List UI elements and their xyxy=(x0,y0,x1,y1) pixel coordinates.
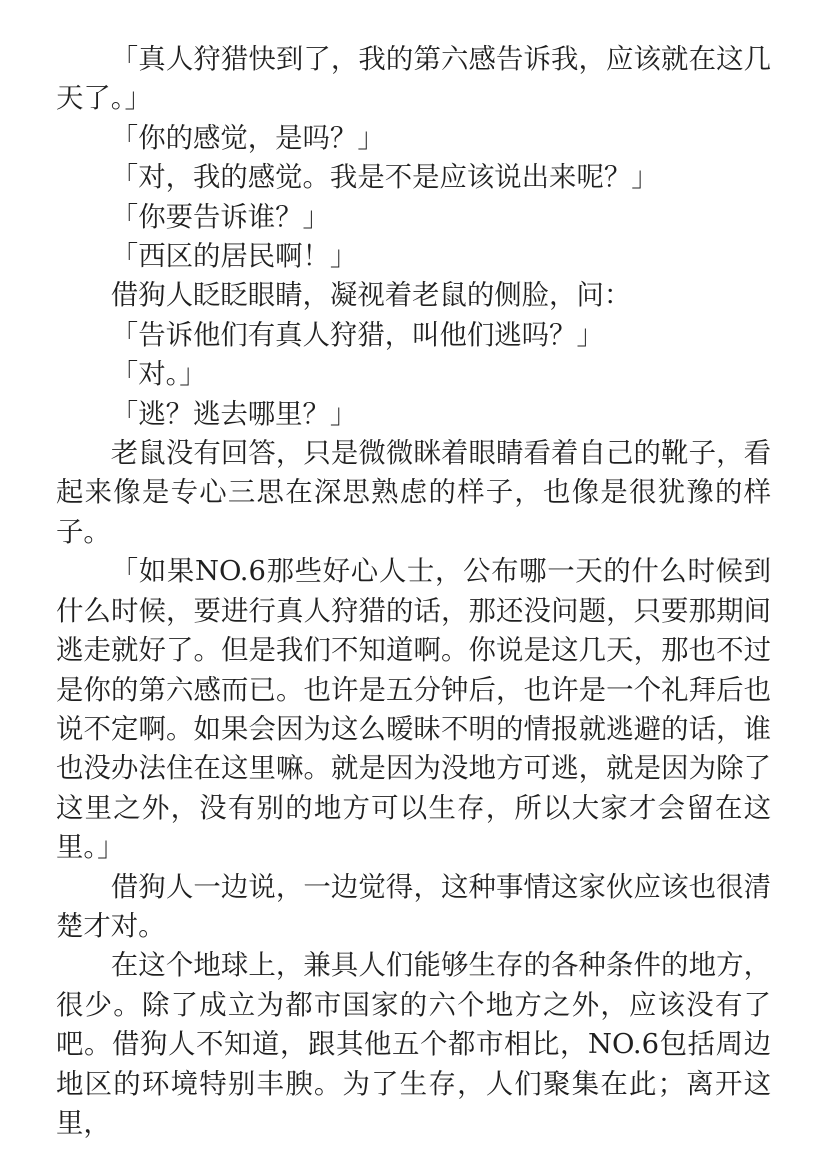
paragraph: 「你的感觉，是吗？」 xyxy=(110,122,385,154)
novel-text-block xyxy=(56,40,771,1143)
paragraph: 老鼠没有回答，只是微微眯着眼睛看着自己的靴子，看起来像是专心三思在深思熟虑的样子，也像是很犹豫的样子。 xyxy=(56,438,771,548)
paragraph: 在这个地球上，兼具人们能够生存的各种条件的地方，很少。除了成立为都市国家的六个地方之外，应该没有了吧。借狗人不知道，跟其他五个都市相比，NO.6包括周边地区的环境特别丰腴。为了生存，人们聚集在此；离开这里， xyxy=(56,950,771,1139)
paragraph: 「如果NO.6那些好心人士，公布哪一天的什么时候到什么时候，要进行真人狩猎的话，那还没问题，只要那期间逃走就好了。但是我们不知道啊。你说是这几天，那也不过是你的第六感而已。也许是五分钟后，也许是一个礼拜后也说不定啊。如果会因为这么暧昧不明的情报就逃避的话，谁也没办法住在这里嘛。就是因为没地方可逃，就是因为除了这里之外，没有别的地方可以生存，所以大家才会留在这里。」 xyxy=(56,556,771,864)
paragraph: 「逃？逃去哪里？」 xyxy=(110,398,358,430)
paragraph: 「你要告诉谁？」 xyxy=(110,201,330,233)
paragraph: 「对，我的感觉。我是不是应该说出来呢？」 xyxy=(110,162,659,194)
paragraph: 「真人狩猎快到了，我的第六感告诉我，应该就在这几天了。」 xyxy=(56,44,771,115)
paragraph: 借狗人一边说，一边觉得，这种事情这家伙应该也很清楚才对。 xyxy=(56,871,771,942)
paragraph: 「西区的居民啊！」 xyxy=(110,241,358,273)
paragraph: 「告诉他们有真人狩猎，叫他们逃吗？」 xyxy=(110,319,604,351)
paragraph: 借狗人眨眨眼睛，凝视着老鼠的侧脸，问： xyxy=(110,280,632,312)
paragraph: 「对。」 xyxy=(110,359,207,391)
